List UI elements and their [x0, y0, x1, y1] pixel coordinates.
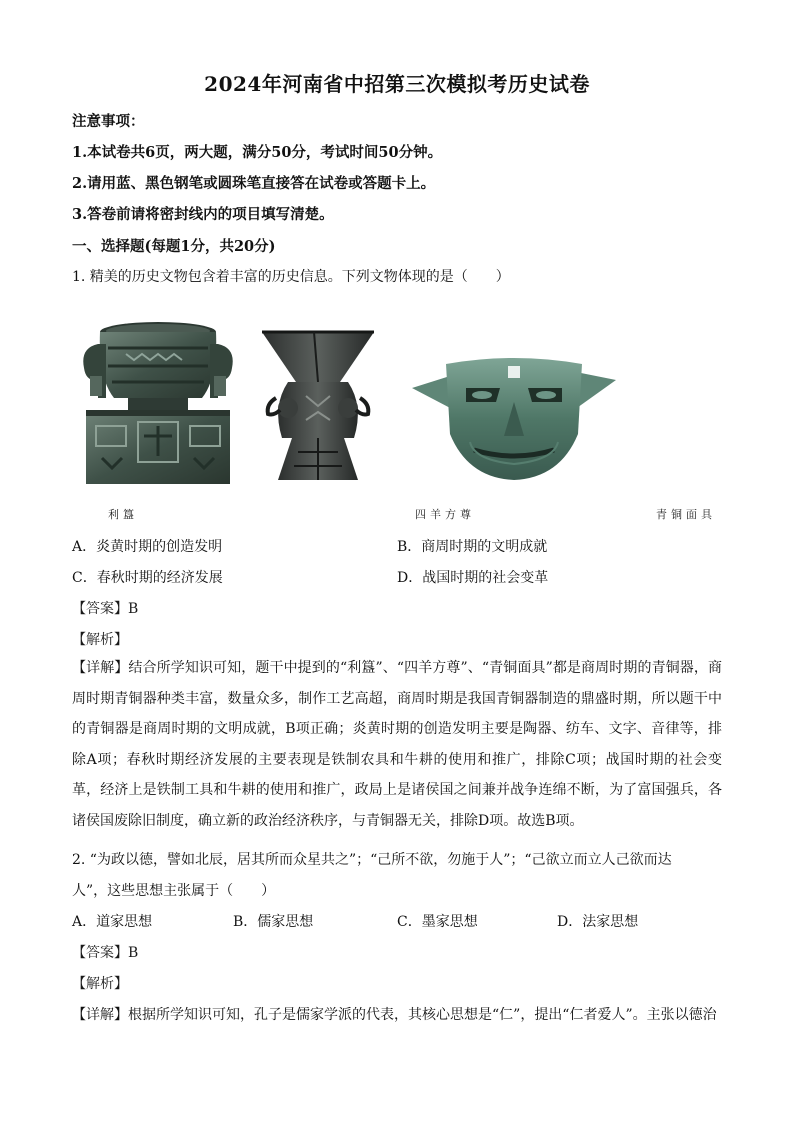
question-2-stem: 2. “为政以德，譬如北辰，居其所而众星共之”；“己所不欲，勿施于人”；“己欲立而立人己欲而达 [72, 852, 672, 868]
option-a: A．道家思想 [72, 914, 153, 930]
option-a: A．炎黄时期的创造发明 [72, 539, 223, 555]
option-d: D．法家思想 [557, 914, 639, 930]
notice-heading: 注意事项： [72, 113, 145, 130]
option-b: B．儒家思想 [233, 914, 314, 930]
analysis-label: 【解析】 [72, 976, 128, 992]
caption-four-ram-zun: 四羊方尊 [415, 508, 475, 521]
caption-li-gui: 利簋 [108, 508, 138, 521]
option-c: C．春秋时期的经济发展 [72, 570, 223, 586]
question-2-stem: 人”，这些思想主张属于（ ） [72, 883, 276, 899]
bronze-mask-image [410, 358, 618, 483]
section-heading: 一、选择题(每题1分，共20分) [72, 238, 276, 255]
analysis-label: 【解析】 [72, 632, 128, 648]
notice-item: 2.请用蓝、黑色钢笔或圆珠笔直接答在试卷或答题卡上。 [72, 175, 436, 192]
notice-item: 3.答卷前请将密封线内的项目填写清楚。 [72, 206, 334, 223]
question-1-stem: 1. 精美的历史文物包含着丰富的历史信息。下列文物体现的是（ ） [72, 269, 510, 285]
option-c: C．墨家思想 [397, 914, 478, 930]
question-1-explanation: 【详解】结合所学知识可知，题干中提到的“利簋”、“四羊方尊”、“青铜面具”都是商周时期的青铜器，商周时期青铜器种类丰富，数量众多，制作工艺高超，商周时期是我国青铜器制造的鼎盛时期，所以题干中的青铜器是商周时期的文明成就，B项正确；炎黄时期的创造发明主要是陶器、纺车、文字、音律等，排除A项；春秋时期经济发展的主要表现是铁制农具和牛耕的使用和推广，排除C项；战国时期的社会变革，经济上是铁制工具和牛耕的使用和推广，政局上是诸侯国之间兼并战争连绵不断，为了富国强兵，各诸侯国废除旧制度，确立新的政治经济秩序，与青铜器无关，排除D项。故选B项。 [72, 660, 722, 829]
question-2-explanation: 【详解】根据所学知识可知，孔子是儒家学派的代表，其核心思想是“仁”，提出“仁者爱人”。主张以德治 [72, 1007, 717, 1023]
page-title: 2024年河南省中招第三次模拟考历史试卷 [204, 72, 590, 96]
answer-label: 【答案】B [72, 945, 139, 961]
li-gui-image [78, 318, 238, 488]
option-d: D．战国时期的社会变革 [397, 570, 549, 586]
answer-label: 【答案】B [72, 601, 139, 617]
notice-item: 1.本试卷共6页，两大题，满分50分，考试时间50分钟。 [72, 144, 443, 161]
four-ram-zun-image [258, 326, 378, 484]
option-b: B．商周时期的文明成就 [397, 539, 548, 555]
caption-bronze-mask: 青铜面具 [656, 508, 716, 521]
